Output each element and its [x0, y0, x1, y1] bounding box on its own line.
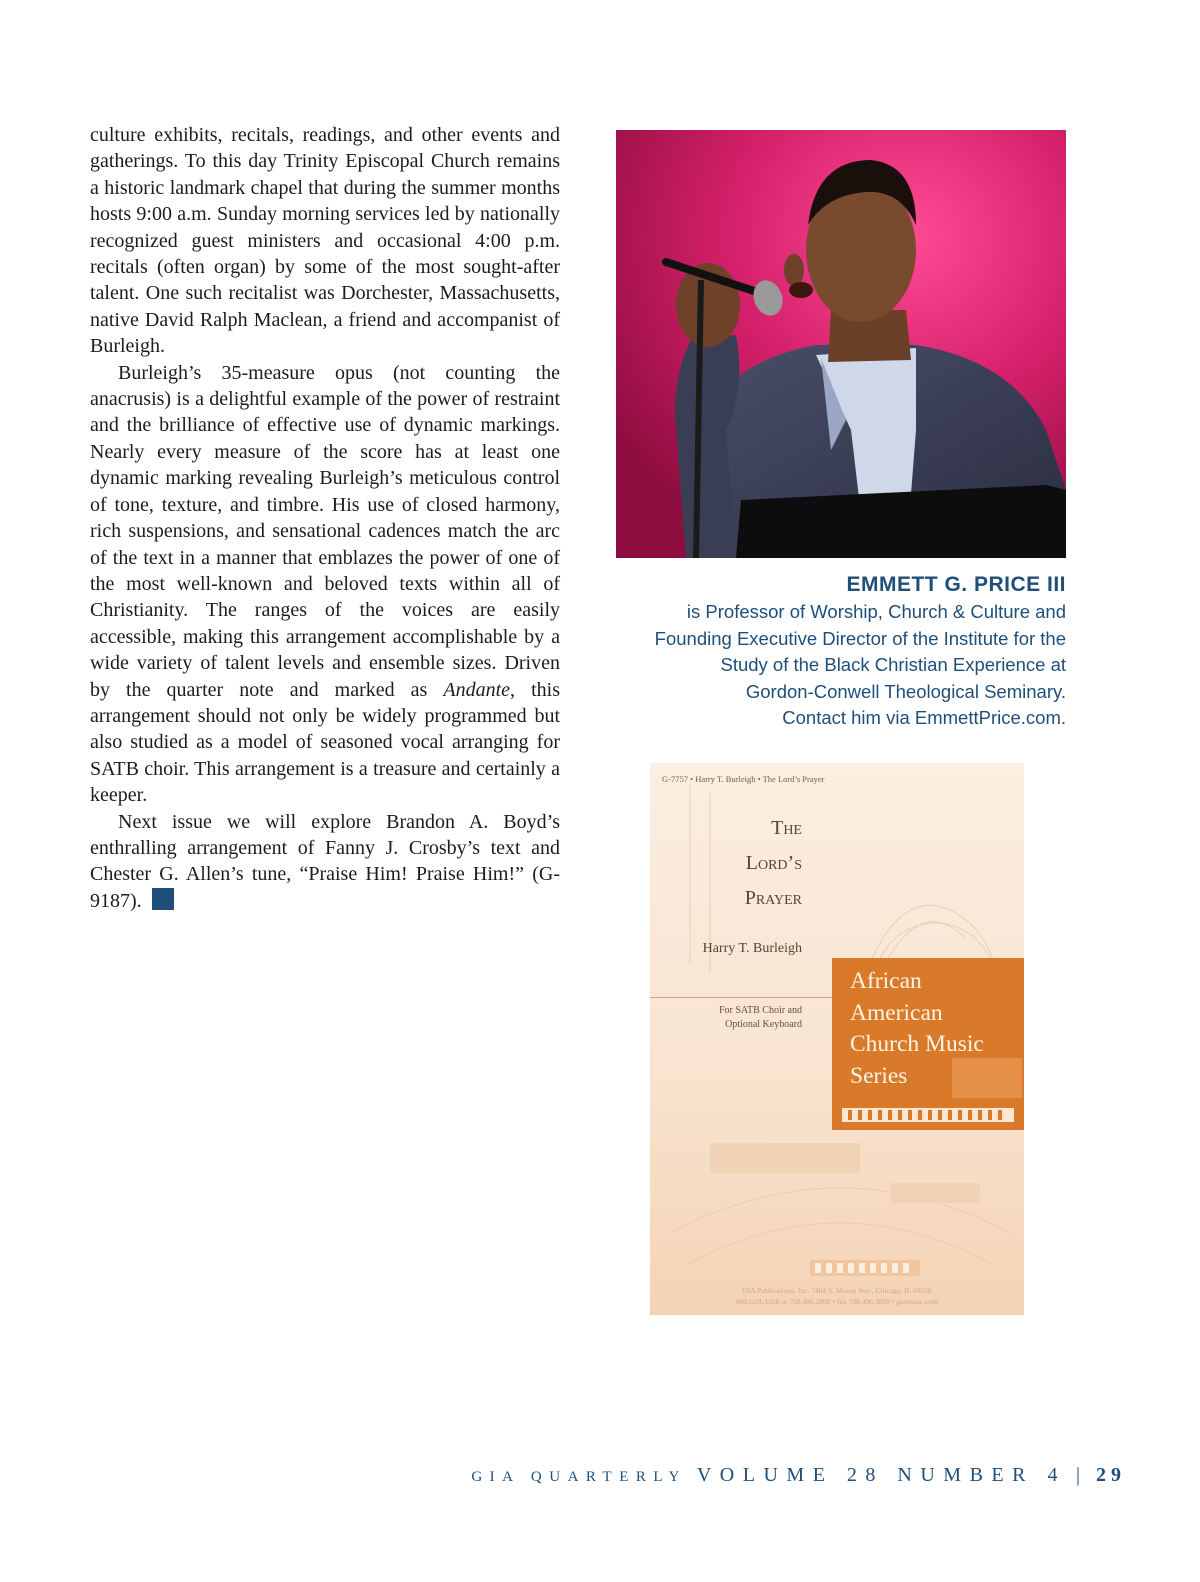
bio-line-3: Study of the Black Christian Experience at [720, 654, 1066, 675]
page-footer [471, 1464, 1126, 1487]
article-paragraph-3 [90, 809, 560, 915]
bio-line-4: Gordon-Conwell Theological Seminary. [745, 680, 1066, 702]
page-number: 29 [1096, 1464, 1126, 1486]
score-voicing [719, 1004, 802, 1032]
article-paragraph-1: culture exhibits, recitals, readings, and other events and gatherings. To this day Trinity Episcopal Church remains a historic landmark chapel that during the summer months hosts 9:00 a.m. Sunday morning services led by nationally recognized guest ministers and occasional 4:00 p.m. recitals (often organ) by some of the most sought-after talent. One such recitalist was Dorchester, Massachusetts, native David Ralph Maclean, a friend and accompanist of Burleigh. [90, 124, 560, 358]
publisher-info [650, 1285, 1024, 1307]
tempo-marking: Andante [443, 678, 511, 701]
issue-info: VOLUME 28 NUMBER 4 [696, 1464, 1066, 1486]
magazine-name: GIA QUARTERLY [471, 1469, 687, 1485]
author-name: EMMETT G. PRICE III [846, 573, 1066, 596]
series-line-2: American [850, 999, 943, 1026]
voicing-line-1: For SATB Choir and [718, 1005, 802, 1016]
score-composer: Harry T. Burleigh [702, 941, 802, 956]
footer-separator: | [1075, 1464, 1080, 1486]
bio-line-2: Founding Executive Director of the Institute for the [654, 627, 1066, 649]
cover-divider [650, 997, 832, 998]
score-title-line-2: Lord’s [745, 852, 802, 874]
series-line-4: Series [850, 1062, 908, 1089]
catalog-line: G-7757 • Harry T. Burleigh • The Lord’s Prayer [662, 774, 825, 784]
paragraph-2-text-start: Burleigh’s 35-measure opus (not counting the anacrusis) is a delightful example of the power of restraint and the brilliance of effective use of dynamic markings. Nearly every measure of the score has at least one dynamic marking revealing Burleigh’s meticulous control of tone, texture, and timbre. His use of closed harmony, rich suspensions, and sensational cadences match the arc of the text in a manner that emblazes the power of one of the most well-known and beloved texts within all of Christianity. The ranges of the voices are easily accessible, making this arrangement accomplishable by a wide variety of talent levels and ensemble sizes. Driven by the quarter note and marked as [90, 361, 560, 701]
bio-line-5: Contact him via EmmettPrice.com. [782, 707, 1066, 728]
article-paragraph-2 [90, 360, 560, 809]
singer-illustration [616, 130, 1066, 558]
score-title-line-1: The [771, 817, 802, 839]
end-of-article-mark [152, 888, 174, 910]
publisher-line-1: GIA Publications, Inc. 7404 S. Mason Ave., Chicago, IL 60638 [742, 1286, 932, 1295]
voicing-line-2: Optional Keyboard [725, 1019, 802, 1030]
score-title [745, 811, 802, 916]
publisher-line-2: 800.GIA.1358 or 708.496.3800 • fax 708.496.3828 • giamusic.com [736, 1297, 938, 1306]
series-line-3: Church Music [850, 1031, 984, 1057]
author-photo [616, 130, 1066, 558]
paragraph-3-text: Next issue we will explore Brandon A. Boyd’s enthralling arrangement of Fanny J. Crosby’s text and Chester G. Allen’s tune, “Praise Him! Praise Him!” (G-9187). [90, 810, 560, 912]
paragraph-2-text-end: , this arrangement should not only be widely programmed but also studied as a model of seasoned vocal arranging for SATB choir. This arrangement is a treasure and certainly a keeper. [90, 678, 560, 807]
score-title-line-3: Prayer [744, 887, 802, 909]
bio-line-1: is Professor of Worship, Church & Culture and [686, 601, 1066, 622]
series-line-1: African [850, 968, 922, 994]
article-body [90, 122, 560, 914]
series-box [832, 958, 1024, 1130]
author-bio [600, 572, 1066, 731]
score-cover [650, 763, 1024, 1315]
series-title [850, 966, 984, 1092]
